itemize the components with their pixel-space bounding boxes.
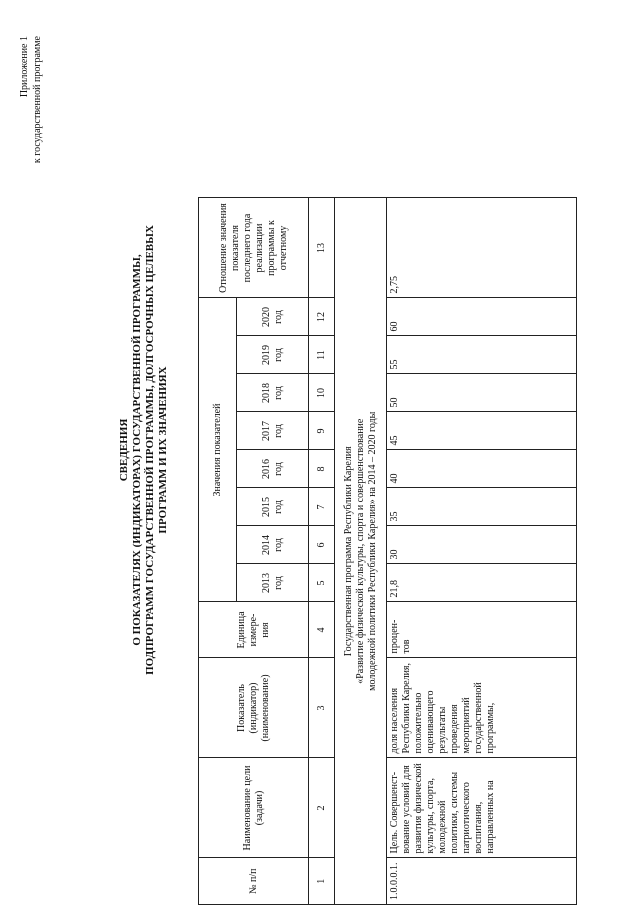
header-num: № п/п <box>199 858 309 905</box>
header-year: 2019 год <box>237 336 309 374</box>
section-line-1: Государственная программа Республики Карелия <box>342 446 354 657</box>
section-line-2: «Развитие физической культуры, спорта и совершенствование <box>354 418 366 684</box>
header-year: 2013 год <box>237 564 309 602</box>
row-value: 45 <box>387 412 577 450</box>
title-line-1: СВЕДЕНИЯ <box>118 418 130 482</box>
title-line-2: О ПОКАЗАТЕЛЯХ (ИНДИКАТОРАХ) ГОСУДАРСТВЕННОЙ ПРОГРАММЫ, <box>131 254 143 646</box>
row-unit: процен-тов <box>387 602 577 658</box>
row-value: 60 <box>387 298 577 336</box>
row-value: 30 <box>387 526 577 564</box>
column-number: 1 <box>309 858 335 905</box>
appendix-line-2: к государственной программе <box>32 36 43 164</box>
header-ratio: Отношение значения показателя последнего года реализации программы к отчетному <box>199 198 309 298</box>
column-number: 3 <box>309 658 335 758</box>
appendix-line-1: Приложение 1 <box>19 36 30 98</box>
header-year: 2020 год <box>237 298 309 336</box>
row-value: 35 <box>387 488 577 526</box>
column-number: 5 <box>309 564 335 602</box>
header-year: 2015 год <box>237 488 309 526</box>
row-value: 50 <box>387 374 577 412</box>
header-year: 2018 год <box>237 374 309 412</box>
column-number: 8 <box>309 450 335 488</box>
appendix-note <box>18 36 44 163</box>
row-goal: Цель. Совершенст-вование условий для развития физической культуры, спорта, молодежной политики, системы патриотического воспитания, направленных на <box>387 758 577 858</box>
row-value: 21,8 <box>387 564 577 602</box>
column-number: 2 <box>309 758 335 858</box>
title-line-3: ПОДПРОГРАММ ГОСУДАРСТВЕННОЙ ПРОГРАММЫ, ДОЛГОСРОЧНЫХ ЦЕЛЕВЫХ <box>144 225 156 675</box>
column-number: 11 <box>309 336 335 374</box>
document-title <box>118 145 170 755</box>
header-year: 2014 год <box>237 526 309 564</box>
column-number: 10 <box>309 374 335 412</box>
header-goal: Наименование цели (задачи) <box>199 758 309 858</box>
header-unit: Единица измере-ния <box>199 602 309 658</box>
row-indicator: доля населения Республики Карелия, положительно оценивающего результаты проведения мероприятий государственной программы, <box>387 658 577 758</box>
header-year: 2016 год <box>237 450 309 488</box>
row-ratio: 2,75 <box>387 198 577 298</box>
row-value: 40 <box>387 450 577 488</box>
row-num: 1.0.0.0.1. <box>387 858 577 905</box>
header-year: 2017 год <box>237 412 309 450</box>
section-line-3: молодежной политики Республики Карелия» на 2014 – 2020 годы <box>366 411 378 691</box>
column-number: 12 <box>309 298 335 336</box>
header-values: Значения показателей <box>199 298 237 602</box>
section-heading <box>335 198 387 905</box>
column-number: 7 <box>309 488 335 526</box>
column-number: 9 <box>309 412 335 450</box>
title-line-4: ПРОГРАММ И ИХ ЗНАЧЕНИЯХ <box>157 366 169 534</box>
row-value: 55 <box>387 336 577 374</box>
column-number: 6 <box>309 526 335 564</box>
column-number: 13 <box>309 198 335 298</box>
indicators-table <box>198 198 577 905</box>
header-indicator: Показатель (индикатор) (наименование) <box>199 658 309 758</box>
column-number: 4 <box>309 602 335 658</box>
